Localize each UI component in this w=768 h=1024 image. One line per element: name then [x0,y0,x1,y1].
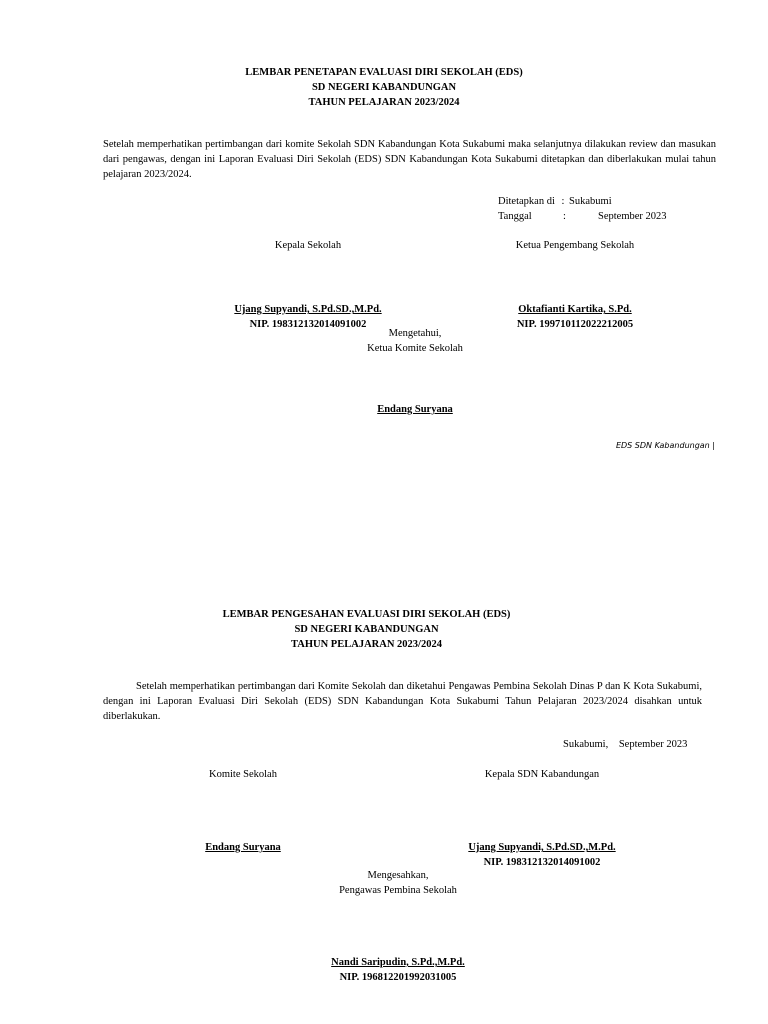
page2-right-nip: NIP. 198312132014091002 [483,857,601,868]
page2-approve-nip: NIP. 196812201992031005 [339,972,457,983]
page1-right-nip: NIP. 199710112022212005 [516,319,634,330]
page1-know-name: Endang Suryana [377,404,453,415]
page1-know-label: Mengetahui, [388,328,442,339]
page2-paragraph: Setelah memperhatikan pertimbangan dari Komite Sekolah dan diketahui Pengawas Pembina Sekolah Dinas P dan K Kota Sukabumi, dengan ini Laporan Evaluasi Diri Sekolah (EDS) SDN Kabandungan Kota Sukabumi Tahun Pelajaran 2023/2024 disahkan untuk diberlakukan. [103,681,702,722]
page1-know-role: Ketua Komite Sekolah [367,343,463,354]
page2-place-month: September 2023 [618,739,688,750]
page2-approve-signature [278,955,518,985]
page1-title [0,65,768,110]
page2-place-date [563,737,687,752]
page2-approve-block [298,868,498,898]
page2-title [0,607,733,652]
page2-approve-role: Pengawas Pembina Sekolah [339,885,457,896]
page2-right-name: Ujang Supyandi, S.Pd.SD.,M.Pd. [468,842,616,853]
page1-place-row [498,194,612,209]
page1-left-nip: NIP. 198312132014091002 [249,319,367,330]
page1-date-sep: : [563,211,566,222]
page1-right-name: Oktafianti Kartika, S.Pd. [518,304,632,315]
page1-paragraph: Setelah memperhatikan pertimbangan dari komite Sekolah SDN Kabandungan Kota Sukabumi maka selanjutnya dilakukan review dan masukan dari pengawas, dengan ini Laporan Evaluasi Diri Sekolah (EDS) SDN Kabandungan Kota Sukabumi ditetapkan dan diberlakukan mulai tahun pelajaran 2023/2024. [103,139,716,180]
page2-place-city: Sukabumi, [563,739,609,750]
page1-right-role: Ketua Pengembang Sekolah [515,240,635,251]
page1-date-row [498,209,738,224]
page1-title-line-3: TAHUN PELAJARAN 2023/2024 [308,97,460,108]
page1-title-line-1: LEMBAR PENETAPAN EVALUASI DIRI SEKOLAH (EDS) [245,67,523,78]
page1-date-value: September 2023 [598,211,667,222]
page1-left-role: Kepala Sekolah [274,240,342,251]
page2-approve-label: Mengesahkan, [367,870,429,881]
page2-right-signature [422,840,662,870]
page1-place-value: Sukabumi [569,196,612,207]
page2-approve-name: Nandi Saripudin, S.Pd.,M.Pd. [331,957,465,968]
page1-acknowledge-block [315,326,515,356]
page2-left-name: Endang Suryana [205,842,281,853]
page1-title-line-2: SD NEGERI KABANDUNGAN [311,82,457,93]
page1-date-label: Tanggal [498,211,532,222]
page2-left-role: Komite Sekolah [209,769,277,780]
page1-left-name: Ujang Supyandi, S.Pd.SD.,M.Pd. [234,304,382,315]
page2-title-line-2: SD NEGERI KABANDUNGAN [294,624,439,635]
page1-place-label: Ditetapkan di [498,196,555,207]
page2-title-line-1: LEMBAR PENGESAHAN EVALUASI DIRI SEKOLAH (EDS) [222,609,511,620]
page1-place-sep: : [561,196,565,207]
page2-title-line-3: TAHUN PELAJARAN 2023/2024 [291,639,442,650]
page2-right-role: Kepala SDN Kabandungan [484,769,600,780]
page1-footer: EDS SDN Kabandungan | [615,441,715,450]
